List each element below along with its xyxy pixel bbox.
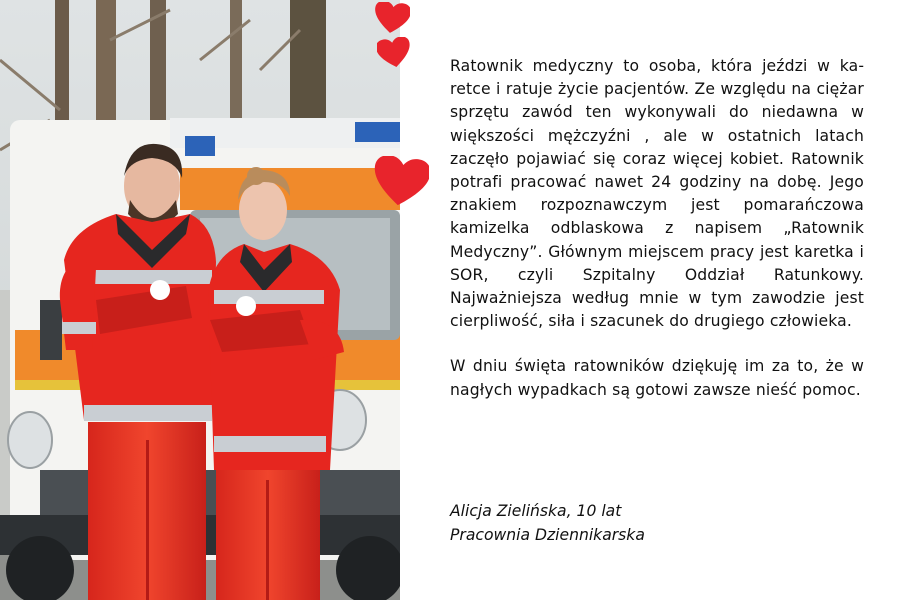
article-paragraph: W dniu święta ratowników dziękuję im za to, że w nagłych wypadkach są gotowi zawsze nieść pomoc.: [450, 357, 864, 399]
photo-paramedics-ambulance: [0, 0, 400, 600]
section-name: Pracownia Dziennikarska: [450, 526, 645, 544]
author-name: Alicja Zielińska, 10 lat: [450, 502, 622, 520]
signature: [450, 499, 864, 547]
article-paragraph: Ratownik medyczny to osoba, która jeździ w karetce i ratuje życie pacjentów. Ze względu na ciężar sprzętu zawód ten wykonywali do niedawna w większości mężczyźni , ale w ostatnich latach zaczęło pojawiać się coraz więcej kobiet. Ratownik potrafi pracować nawet 24 godziny na dobę. Jego znakiem rozpoznawczym jest pomarańczowa kamizelka odblaskowa z napisem „Ratownik Medyczny”. Głównym miejscem pracy jest karetka i SOR, czyli Szpitalny Oddział Ratunkowy. Najważniejsza według mnie w tym zawodzie jest cierpliwość, siła i szacunek do drugiego człowieka.: [450, 57, 864, 331]
heart-icon: [377, 37, 411, 69]
heart-icon: [374, 2, 410, 34]
article-text: [450, 55, 864, 402]
heart-icon: [373, 156, 429, 208]
